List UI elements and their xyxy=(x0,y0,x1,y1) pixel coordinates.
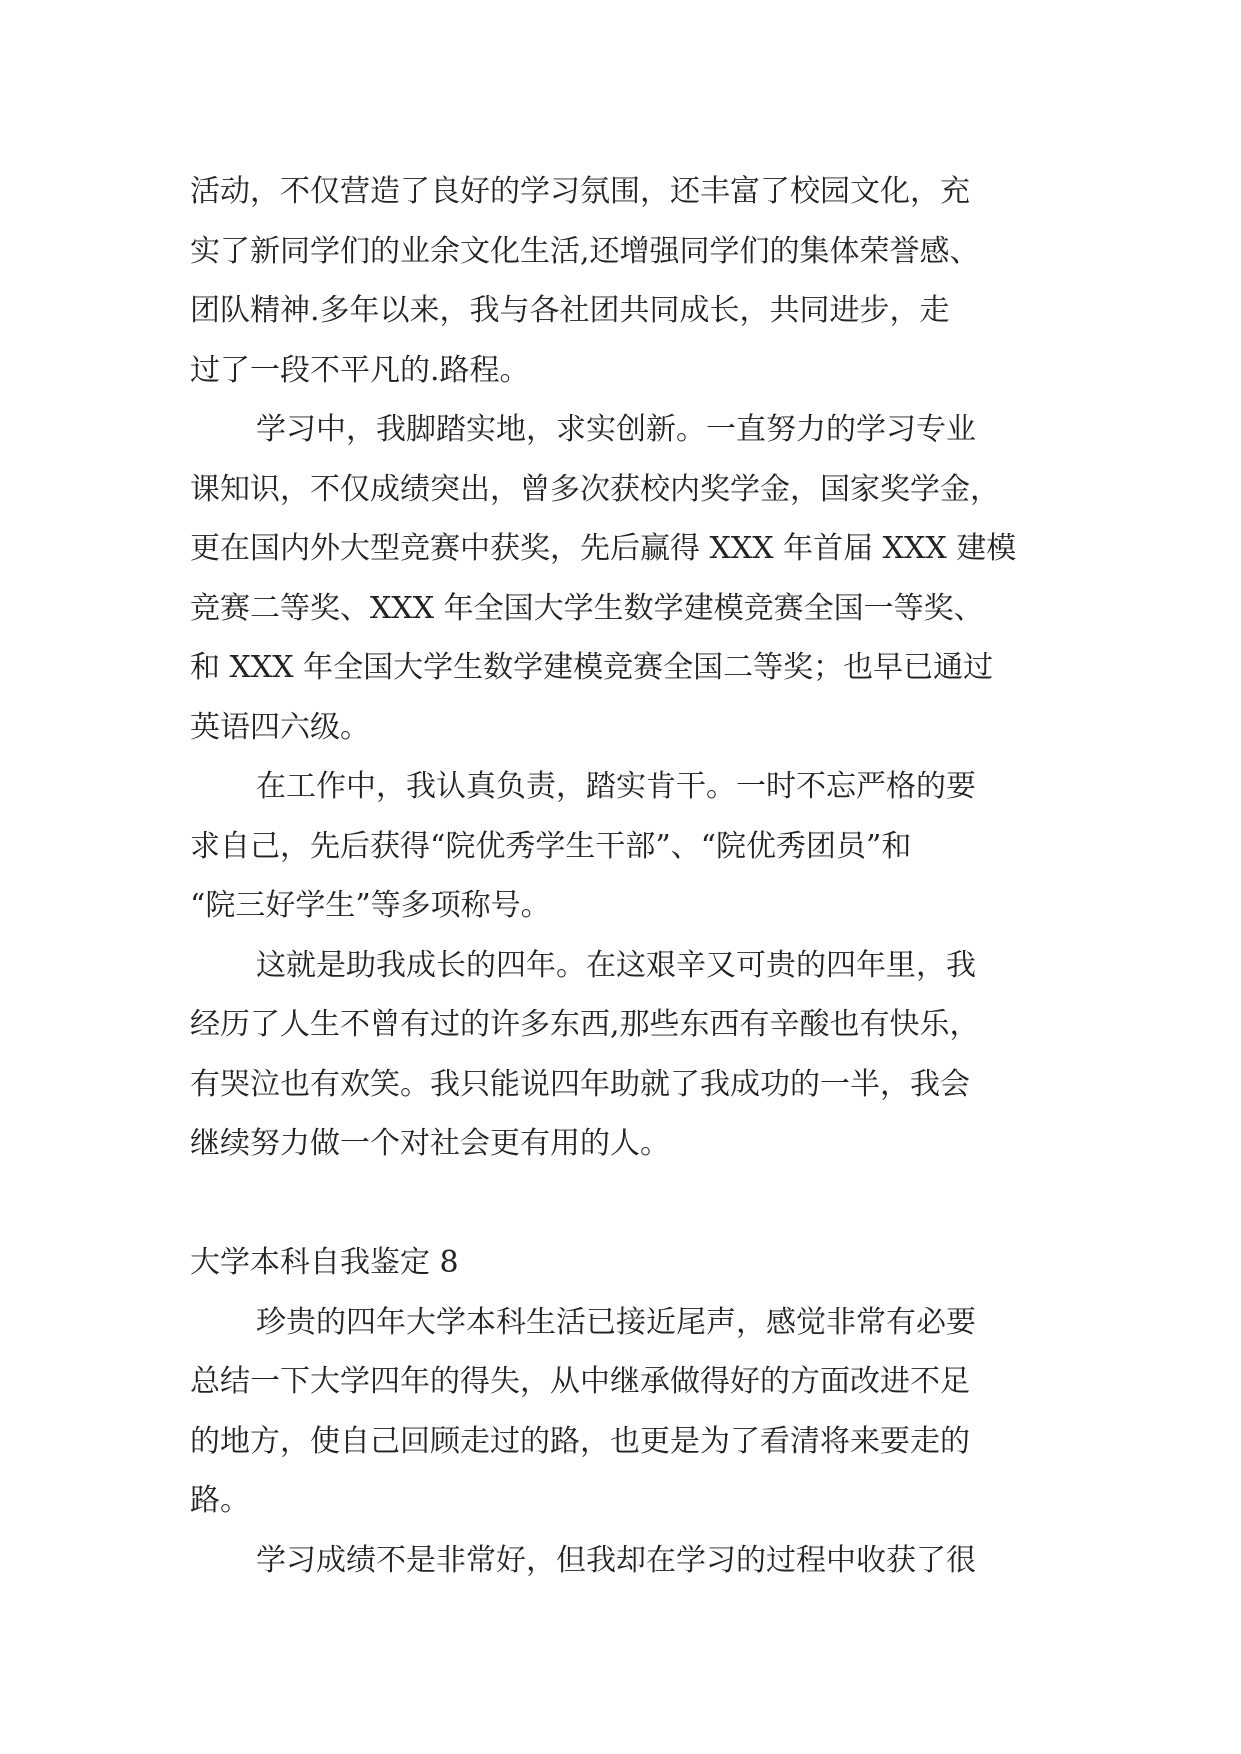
text-line: 总结一下大学四年的得失，从中继承做得好的方面改进不足 xyxy=(190,1364,970,1399)
text-line: 学习中，我脚踏实地，求实创新。一直努力的学习专业 xyxy=(256,412,976,447)
text-line: 在工作中，我认真负责，踏实肯干。一时不忘严格的要 xyxy=(256,769,976,804)
text-line: 和 XXX 年全国大学生数学建模竞赛全国二等奖；也早已通过 xyxy=(190,650,994,685)
text-line: 课知识，不仅成绩突出，曾多次获校内奖学金，国家奖学金， xyxy=(190,471,1000,507)
document-body xyxy=(190,162,1070,1590)
text-line: 继续努力做一个对社会更有用的人。 xyxy=(190,1126,670,1161)
paragraph-clubs xyxy=(190,162,1070,400)
text-line: 有哭泣也有欢笑。我只能说四年助就了我成功的一半，我会 xyxy=(190,1066,970,1102)
text-line: 求自己，先后获得“院优秀学生干部”、“院优秀团员”和 xyxy=(190,828,912,864)
text-line: 竞赛二等奖、XXX 年全国大学生数学建模竞赛全国一等奖、 xyxy=(190,590,984,626)
text-line: 实了新同学们的业余文化生活,还增强同学们的集体荣誉感、 xyxy=(190,233,980,269)
text-line: 活动，不仅营造了良好的学习氛围，还丰富了校园文化，充 xyxy=(190,174,970,209)
text-line: 英语四六级。 xyxy=(190,709,370,745)
paragraph-study xyxy=(190,400,1070,757)
text-line: 过了一段不平凡的.路程。 xyxy=(190,352,530,388)
text-line: 经历了人生不曾有过的许多东西,那些东西有辛酸也有快乐， xyxy=(190,1007,980,1042)
section-gap xyxy=(190,1174,1070,1234)
section-heading: 大学本科自我鉴定 8 xyxy=(190,1245,459,1280)
text-line: 团队精神.多年以来，我与各社团共同成长，共同进步，走 xyxy=(190,293,950,328)
text-line: “院三好学生”等多项称号。 xyxy=(190,888,551,923)
paragraph-summary xyxy=(190,936,1070,1174)
paragraph-grades xyxy=(190,1531,1070,1591)
paragraph-work xyxy=(190,757,1070,936)
text-line: 珍贵的四年大学本科生活已接近尾声，感觉非常有必要 xyxy=(256,1304,976,1340)
text-line: 学习成绩不是非常好，但我却在学习的过程中收获了很 xyxy=(256,1542,976,1578)
text-line: 路。 xyxy=(190,1483,250,1518)
text-line: 的地方，使自己回顾走过的路，也更是为了看清将来要走的 xyxy=(190,1423,970,1459)
paragraph-intro xyxy=(190,1293,1070,1531)
text-line: 这就是助我成长的四年。在这艰辛又可贵的四年里，我 xyxy=(256,947,976,983)
text-line: 更在国内外大型竞赛中获奖，先后赢得 XXX 年首届 XXX 建模 xyxy=(190,531,1017,566)
